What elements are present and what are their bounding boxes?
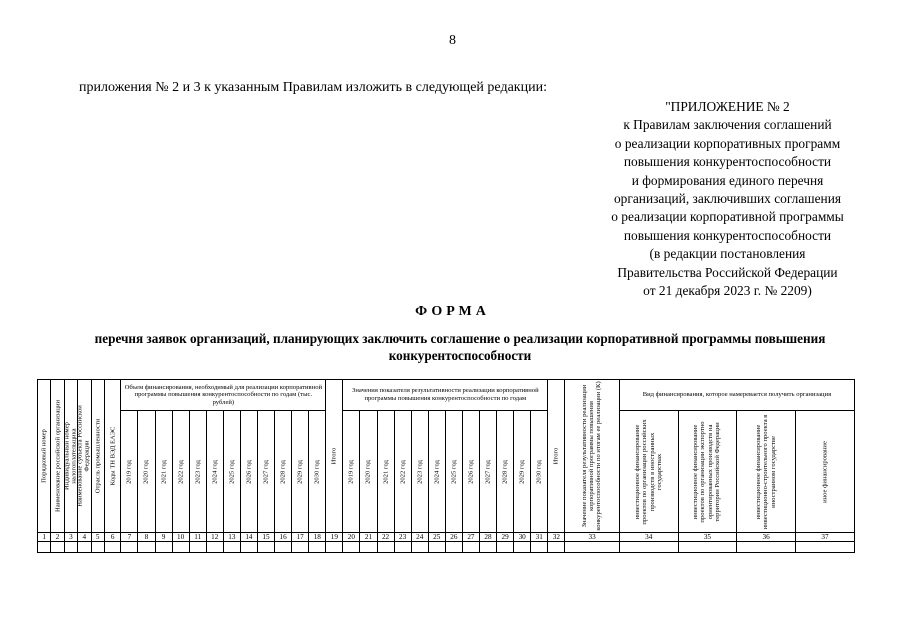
empty-cell: [51, 542, 64, 553]
column-number-cell: 22: [377, 533, 394, 542]
empty-cell: [514, 542, 531, 553]
appendix-line: организаций, заключивших соглашения: [613, 191, 842, 207]
col-header-ind-2030: 2030 год: [531, 411, 548, 533]
column-number-cell: 37: [795, 533, 854, 542]
column-number-cell: 26: [445, 533, 462, 542]
empty-cell: [104, 542, 120, 553]
column-number-cell: 9: [155, 533, 172, 542]
empty-cell: [189, 542, 206, 553]
empty-cell: [206, 542, 223, 553]
column-number-cell: 20: [343, 533, 360, 542]
empty-cell: [497, 542, 514, 553]
column-number-cell: 33: [565, 533, 620, 542]
col-header-fin-2025: 2025 год: [223, 411, 240, 533]
page-number: 8: [449, 33, 456, 48]
column-number-cell: 12: [206, 533, 223, 542]
appendix-line: повышения конкурентоспособности: [623, 154, 832, 170]
col-header-indicator-total: Итого: [548, 380, 565, 533]
column-number-cell: 6: [104, 533, 120, 542]
column-number-cell: 24: [411, 533, 428, 542]
appendix-line: повышения конкурентоспособности: [623, 227, 832, 243]
col-header-ind-2022: 2022 год: [394, 411, 411, 533]
empty-cell: [121, 542, 138, 553]
empty-cell: [292, 542, 309, 553]
empty-cell: [619, 542, 678, 553]
col-header-inn: Индивидуальный номер налогоплательщика: [64, 380, 77, 533]
col-header-ind-2029: 2029 год: [514, 411, 531, 533]
col-header-fin-2020: 2020 год: [138, 411, 155, 533]
column-number-cell: 29: [497, 533, 514, 542]
empty-cell: [240, 542, 257, 553]
col-header-fin-2022: 2022 год: [172, 411, 189, 533]
col-header-ind-2025: 2025 год: [445, 411, 462, 533]
appendix-line: (в редакции постановления: [649, 246, 806, 262]
empty-cell: [565, 542, 620, 553]
column-number-cell: 2: [51, 533, 64, 542]
empty-cell: [428, 542, 445, 553]
col-header-ind-2021: 2021 год: [377, 411, 394, 533]
empty-cell: [411, 542, 428, 553]
col-header-finance-type-foreign-production: инвестиционное финансирование проектов по организации российских производств в иностранных государствах: [619, 411, 678, 533]
group-header-financing: Объем финансирования, необходимый для реализации корпоративной программы повышения конкурентоспособности по годам (тыс. рублей): [121, 380, 326, 411]
column-number-cell: 15: [257, 533, 274, 542]
empty-cell: [531, 542, 548, 553]
col-header-financing-total: Итого: [326, 380, 343, 533]
col-header-ind-2023: 2023 год: [411, 411, 428, 533]
empty-cell: [360, 542, 377, 553]
empty-cell: [377, 542, 394, 553]
header-row-top: [38, 380, 855, 411]
group-header-finance-type: Вид финансирования, которое намеревается получить организация: [619, 380, 854, 411]
empty-cell: [38, 542, 51, 553]
column-number-cell: 21: [360, 533, 377, 542]
column-number-cell: 10: [172, 533, 189, 542]
form-title: ФОРМА: [415, 304, 490, 319]
column-number-cell: 36: [737, 533, 796, 542]
column-number-cell: 3: [64, 533, 77, 542]
col-header-fin-2026: 2026 год: [240, 411, 257, 533]
col-header-indicator-final-value: Значение показателя результативности реализации корпоративной программы повышения конкурентоспособности по итогам ее реализации (К): [565, 380, 620, 533]
column-number-cell: 27: [462, 533, 479, 542]
column-number-cell: 16: [275, 533, 292, 542]
column-number-row: [38, 533, 855, 542]
empty-cell: [138, 542, 155, 553]
column-number-cell: 23: [394, 533, 411, 542]
empty-cell: [64, 542, 77, 553]
col-header-fin-2029: 2029 год: [292, 411, 309, 533]
appendix-title: "ПРИЛОЖЕНИЕ № 2: [665, 99, 790, 114]
col-header-fin-2019: 2019 год: [121, 411, 138, 533]
empty-data-row: [38, 542, 855, 553]
appendix-line: от 21 декабря 2023 г. № 2209): [643, 283, 812, 299]
empty-cell: [172, 542, 189, 553]
appendix-line: и формирования единого перечня: [631, 172, 824, 188]
empty-cell: [479, 542, 496, 553]
col-header-fin-2028: 2028 год: [275, 411, 292, 533]
empty-cell: [257, 542, 274, 553]
empty-cell: [223, 542, 240, 553]
col-header-tnved-codes: Коды ТН ВЭД ЕАЭС: [104, 380, 120, 533]
empty-cell: [737, 542, 796, 553]
column-number-cell: 4: [78, 533, 91, 542]
form-subtitle: перечня заявок организаций, планирующих заключить соглашение о реализации корпоративной программы повышения конкурентоспособности: [94, 331, 826, 363]
column-number-cell: 31: [531, 533, 548, 542]
empty-cell: [78, 542, 91, 553]
col-header-order-number: Порядковый номер: [38, 380, 51, 533]
appendix-line: о реализации корпоративных программ: [614, 135, 841, 151]
empty-cell: [445, 542, 462, 553]
column-number-cell: 14: [240, 533, 257, 542]
form-table: [37, 379, 855, 553]
col-header-ind-2020: 2020 год: [360, 411, 377, 533]
column-number-cell: 8: [138, 533, 155, 542]
column-number-cell: 34: [619, 533, 678, 542]
appendix-header: [590, 98, 865, 300]
empty-cell: [309, 542, 326, 553]
col-header-ind-2028: 2028 год: [497, 411, 514, 533]
empty-cell: [548, 542, 565, 553]
col-header-ind-2026: 2026 год: [462, 411, 479, 533]
col-header-organization-name: Наименование российской организации: [51, 380, 64, 533]
column-number-cell: 7: [121, 533, 138, 542]
col-header-fin-2030: 2030 год: [309, 411, 326, 533]
column-number-cell: 19: [326, 533, 343, 542]
empty-cell: [91, 542, 104, 553]
col-header-fin-2027: 2027 год: [257, 411, 274, 533]
column-number-cell: 32: [548, 533, 565, 542]
empty-cell: [155, 542, 172, 553]
appendix-line: о реализации корпоративной программы: [611, 209, 844, 225]
header-row-middle: [38, 411, 855, 533]
group-header-indicator: Значения показателя результативности реализации корпоративной программы повышения конкурентоспособности по годам: [343, 380, 548, 411]
col-header-ind-2027: 2027 год: [479, 411, 496, 533]
col-header-ind-2024: 2024 год: [428, 411, 445, 533]
col-header-fin-2021: 2021 год: [155, 411, 172, 533]
intro-text: приложения № 2 и 3 к указанным Правилам изложить в следующей редакции:: [79, 80, 547, 95]
appendix-line: Правительства Российской Федерации: [617, 264, 838, 280]
appendix-line: к Правилам заключения соглашений: [623, 117, 832, 133]
column-number-cell: 17: [292, 533, 309, 542]
column-number-cell: 18: [309, 533, 326, 542]
column-number-cell: 1: [38, 533, 51, 542]
col-header-finance-type-construction-abroad: инвестиционное финансирование инвестиционно-строительного проекта в иностранном государстве: [737, 411, 796, 533]
col-header-fin-2024: 2024 год: [206, 411, 223, 533]
column-number-cell: 35: [678, 533, 737, 542]
col-header-finance-type-other: иное финансирование: [795, 411, 854, 533]
empty-cell: [462, 542, 479, 553]
col-header-region: Наименование субъекта Российской Федерации: [78, 380, 91, 533]
column-number-cell: 25: [428, 533, 445, 542]
empty-cell: [275, 542, 292, 553]
col-header-finance-type-export-production: инвестиционное финансирование проектов по организации экспортно ориентированных производств на территории Российской Федерации: [678, 411, 737, 533]
column-number-cell: 11: [189, 533, 206, 542]
empty-cell: [343, 542, 360, 553]
column-number-cell: 28: [479, 533, 496, 542]
column-number-cell: 5: [91, 533, 104, 542]
empty-cell: [326, 542, 343, 553]
col-header-ind-2019: 2019 год: [343, 411, 360, 533]
col-header-fin-2023: 2023 год: [189, 411, 206, 533]
empty-cell: [678, 542, 737, 553]
column-number-cell: 13: [223, 533, 240, 542]
empty-cell: [795, 542, 854, 553]
column-number-cell: 30: [514, 533, 531, 542]
col-header-industry: Отрасль промышленности: [91, 380, 104, 533]
empty-cell: [394, 542, 411, 553]
